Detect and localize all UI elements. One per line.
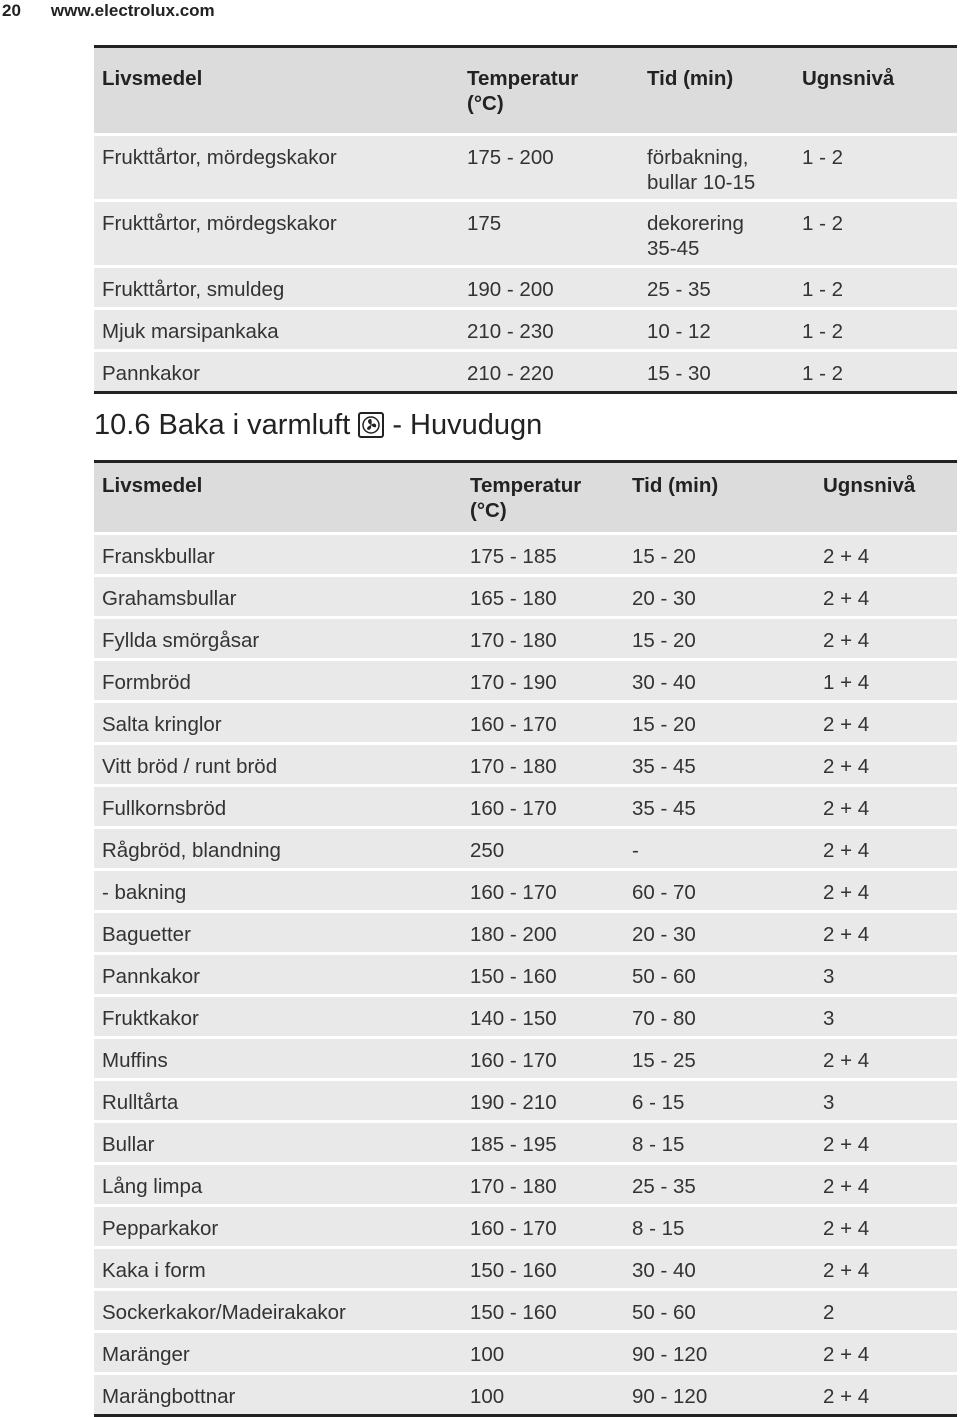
table-cell: Mjuk marsipankaka (94, 308, 459, 350)
table-row (94, 1121, 957, 1163)
table-cell: 170 - 180 (462, 1163, 624, 1205)
table-cell: 8 - 15 (624, 1121, 815, 1163)
column-header: Tid (min) (624, 463, 815, 533)
table-cell: Frukttårtor, mördegskakor (94, 200, 459, 266)
table-row (94, 1373, 957, 1415)
table-cell: 15 - 20 (624, 617, 815, 659)
table-cell: Bullar (94, 1121, 462, 1163)
table-cell: Baguetter (94, 911, 462, 953)
table-row (94, 1331, 957, 1373)
table-cell: 1 - 2 (794, 200, 957, 266)
section-heading (94, 404, 542, 446)
table-row (94, 911, 957, 953)
table-cell: Fullkornsbröd (94, 785, 462, 827)
table-cell: 30 - 40 (624, 659, 815, 701)
table-cell: 2 + 4 (815, 701, 957, 743)
table-cell: 210 - 220 (459, 350, 639, 392)
column-header-line: Temperatur (°C) (467, 67, 579, 115)
table-cell: 60 - 70 (624, 869, 815, 911)
section-number: 10.6 (94, 408, 151, 441)
table-row (94, 308, 957, 350)
table-cell: 50 - 60 (624, 953, 815, 995)
column-header (459, 48, 639, 134)
table-cell: Pannkakor (94, 350, 459, 392)
table-cell: 25 - 35 (639, 266, 794, 308)
table-cell: 70 - 80 (624, 995, 815, 1037)
table-cell: 15 - 25 (624, 1037, 815, 1079)
table-cell: 180 - 200 (462, 911, 624, 953)
table-cell: 190 - 200 (459, 266, 639, 308)
table-cell: 30 - 40 (624, 1247, 815, 1289)
header-url: www.electrolux.com (50, 1, 215, 20)
table-cell: 10 - 12 (639, 308, 794, 350)
table-cell: 1 - 2 (794, 134, 957, 200)
column-header: Livsmedel (94, 48, 459, 134)
table-cell: 50 - 60 (624, 1289, 815, 1331)
column-header: Ugnsnivå (815, 463, 957, 533)
table-cell: Frukttårtor, mördegskakor (94, 134, 459, 200)
table-cell: 175 - 185 (462, 533, 624, 575)
table-cell: Grahamsbullar (94, 575, 462, 617)
table-cell: förbakning, bullar 10-15 (639, 134, 794, 200)
table-cell: 15 - 30 (639, 350, 794, 392)
table-row (94, 953, 957, 995)
section-title-text: Baka i varmluft (158, 408, 351, 441)
table-cell: 1 - 2 (794, 266, 957, 308)
table-row (94, 200, 957, 266)
table-header-row (94, 463, 957, 533)
fan-oven-icon (358, 412, 384, 438)
table-cell: 2 + 4 (815, 1247, 957, 1289)
table-row (94, 575, 957, 617)
table-row (94, 785, 957, 827)
table-cell: Vitt bröd / runt bröd (94, 743, 462, 785)
table-cell: 2 + 4 (815, 827, 957, 869)
page-number: 20 (2, 1, 21, 20)
table-cell: 3 (815, 953, 957, 995)
table-cell: Kaka i form (94, 1247, 462, 1289)
table-cell: Pannkakor (94, 953, 462, 995)
table-cell: 35 - 45 (624, 743, 815, 785)
table-row (94, 617, 957, 659)
table-cell: 1 - 2 (794, 308, 957, 350)
table-cell: 35 - 45 (624, 785, 815, 827)
table-row (94, 701, 957, 743)
table-cell: 3 (815, 995, 957, 1037)
table-cell: 160 - 170 (462, 1205, 624, 1247)
table-cell: 175 (459, 200, 639, 266)
table-cell: 2 + 4 (815, 1373, 957, 1415)
table-cell: 160 - 170 (462, 869, 624, 911)
table-cell: 2 (815, 1289, 957, 1331)
table-cell: Formbröd (94, 659, 462, 701)
table-cell: 150 - 160 (462, 953, 624, 995)
table-row (94, 134, 957, 200)
baking-table-1 (94, 48, 957, 394)
table-row (94, 659, 957, 701)
table-cell: 190 - 210 (462, 1079, 624, 1121)
table-cell: 2 + 4 (815, 785, 957, 827)
table-row (94, 1037, 957, 1079)
table-cell: 2 + 4 (815, 869, 957, 911)
table-cell: 2 + 4 (815, 617, 957, 659)
table-cell: dekorering 35-45 (639, 200, 794, 266)
table-cell: 140 - 150 (462, 995, 624, 1037)
table-row (94, 995, 957, 1037)
table-cell: 8 - 15 (624, 1205, 815, 1247)
table-cell: Frukttårtor, smuldeg (94, 266, 459, 308)
table-row (94, 827, 957, 869)
baking-table-2 (94, 463, 957, 1417)
table-cell: 165 - 180 (462, 575, 624, 617)
table-cell: 20 - 30 (624, 911, 815, 953)
table-cell: 1 + 4 (815, 659, 957, 701)
table-cell: 15 - 20 (624, 701, 815, 743)
table-cell: 2 + 4 (815, 911, 957, 953)
table-cell: 1 - 2 (794, 350, 957, 392)
table-cell: 210 - 230 (459, 308, 639, 350)
table-cell: Pepparkakor (94, 1205, 462, 1247)
table-cell: 160 - 170 (462, 785, 624, 827)
table-cell: 2 + 4 (815, 743, 957, 785)
table-cell: 150 - 160 (462, 1289, 624, 1331)
table-cell: 160 - 170 (462, 1037, 624, 1079)
table-row (94, 1079, 957, 1121)
table-cell: 160 - 170 (462, 701, 624, 743)
table-row (94, 869, 957, 911)
table-cell: 2 + 4 (815, 575, 957, 617)
table-cell: 2 + 4 (815, 1121, 957, 1163)
table-cell: 20 - 30 (624, 575, 815, 617)
table-row (94, 533, 957, 575)
table-cell: 2 + 4 (815, 1037, 957, 1079)
table-row (94, 1247, 957, 1289)
table-cell: 185 - 195 (462, 1121, 624, 1163)
table-cell: - bakning (94, 869, 462, 911)
table-cell: 150 - 160 (462, 1247, 624, 1289)
table-cell: 170 - 190 (462, 659, 624, 701)
table-cell: 2 + 4 (815, 533, 957, 575)
table-cell: Muffins (94, 1037, 462, 1079)
column-header: Tid (min) (639, 48, 794, 134)
table-cell: Marängbottnar (94, 1373, 462, 1415)
column-header: Ugnsnivå (794, 48, 957, 134)
table-cell: Sockerkakor/Madeirakakor (94, 1289, 462, 1331)
table-cell: Fruktkakor (94, 995, 462, 1037)
table-cell: 2 + 4 (815, 1163, 957, 1205)
table-cell: 250 (462, 827, 624, 869)
table-cell: Franskbullar (94, 533, 462, 575)
table-cell: 100 (462, 1331, 624, 1373)
table-cell: 175 - 200 (459, 134, 639, 200)
table-cell: 2 + 4 (815, 1331, 957, 1373)
table-row (94, 266, 957, 308)
table-cell: Salta kringlor (94, 701, 462, 743)
table-cell: Rulltårta (94, 1079, 462, 1121)
table-cell: Maränger (94, 1331, 462, 1373)
table-cell: Lång limpa (94, 1163, 462, 1205)
table-header-row (94, 48, 957, 134)
section-title-suffix: - Huvudugn (392, 408, 543, 441)
page-header (0, 0, 215, 22)
table-cell: 100 (462, 1373, 624, 1415)
table-row (94, 743, 957, 785)
table-cell: 2 + 4 (815, 1205, 957, 1247)
table-cell: 90 - 120 (624, 1373, 815, 1415)
table-cell: 25 - 35 (624, 1163, 815, 1205)
table-cell: 15 - 20 (624, 533, 815, 575)
table-cell: - (624, 827, 815, 869)
table-row (94, 1205, 957, 1247)
column-header (462, 463, 624, 533)
column-header-line: Temperatur (°C) (470, 474, 582, 522)
table-row (94, 350, 957, 392)
table-cell: Rågbröd, blandning (94, 827, 462, 869)
table-row (94, 1163, 957, 1205)
table-cell: 3 (815, 1079, 957, 1121)
table-cell: 6 - 15 (624, 1079, 815, 1121)
table-row (94, 1289, 957, 1331)
table-cell: 170 - 180 (462, 743, 624, 785)
table-cell: 170 - 180 (462, 617, 624, 659)
column-header: Livsmedel (94, 463, 462, 533)
table-cell: Fyllda smörgåsar (94, 617, 462, 659)
table-cell: 90 - 120 (624, 1331, 815, 1373)
